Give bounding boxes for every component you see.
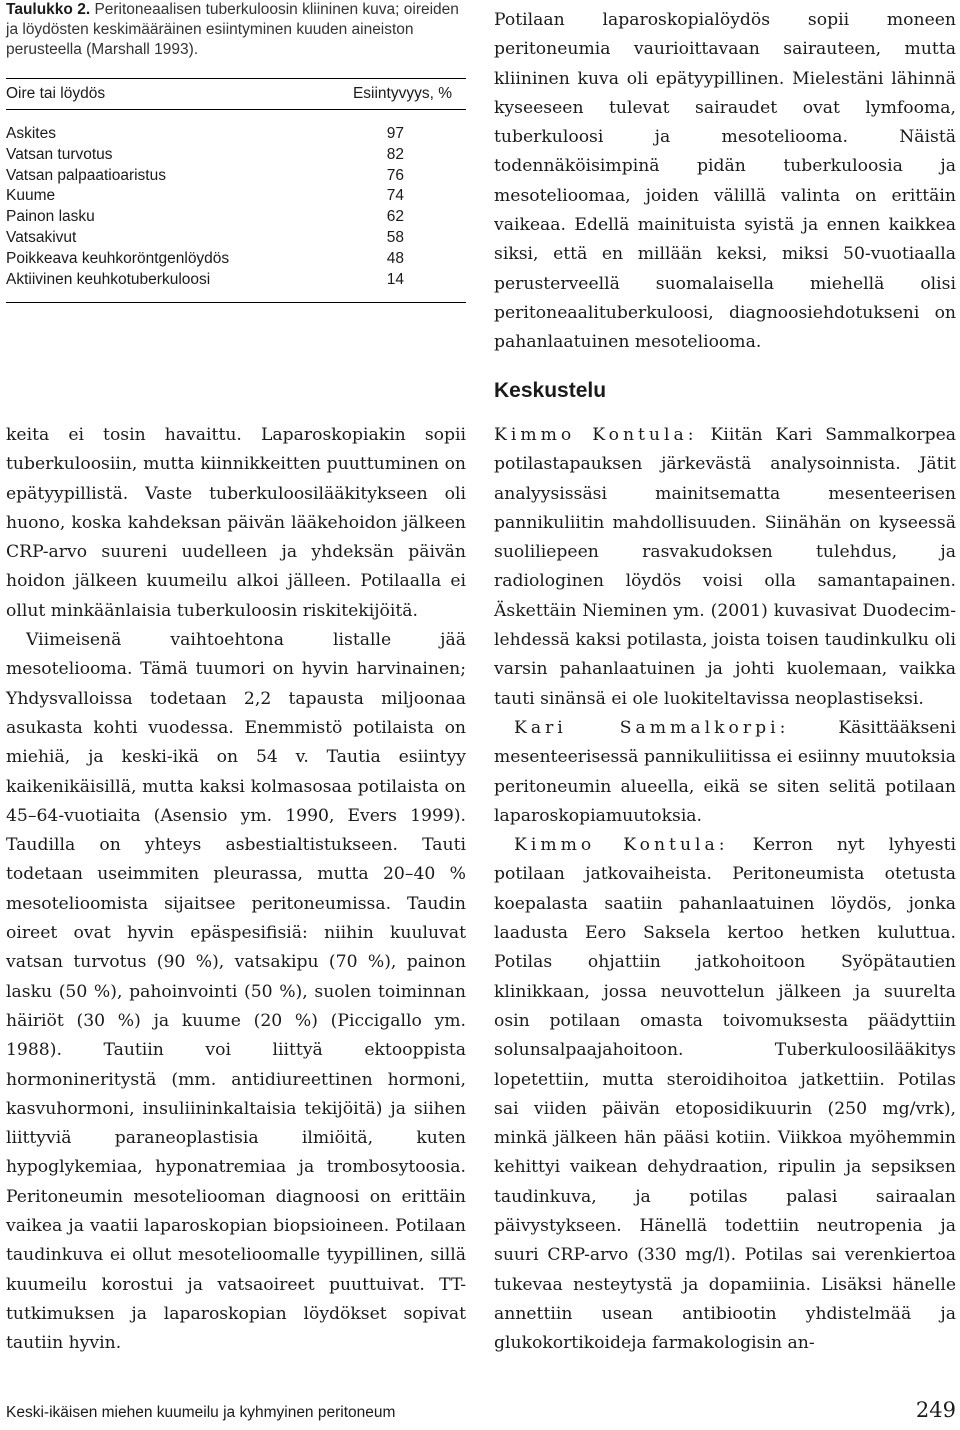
row-symptom: Askites xyxy=(6,125,56,142)
row-symptom: Vatsan palpaatioaristus xyxy=(6,166,166,184)
page-number: 249 xyxy=(915,1398,956,1422)
discussion-entry xyxy=(494,714,956,831)
table-bottom-rule xyxy=(6,302,466,303)
table-row xyxy=(6,124,466,145)
row-value: 74 xyxy=(386,187,404,205)
speaker-name: Kimmo Kontula: xyxy=(514,835,729,856)
section-heading: Keskustelu xyxy=(494,379,607,402)
speaker-name: Kari Sammalkorpi: xyxy=(514,717,790,738)
row-symptom: Painon lasku xyxy=(6,208,95,226)
table-body xyxy=(6,110,466,302)
right-top-column xyxy=(494,6,956,358)
discussion-entry xyxy=(494,421,956,714)
body-paragraph: keita ei tosin havaittu. Laparoskopiakin sopii tuberkuloosiin, mutta kiinnikkeitten puuttuminen on epätyypillistä. Vaste tuberkuloosilääkitykseen oli huono, koska kahdeksan päivän lääkehoidon jälkeen CRP-arvo suureni uudelleen ja yhdeksän päivän hoidon jälkeen kuumeilu alkoi jälleen. Potilaalla ei ollut minkäänlaisia tuberkuloosin riskitekijöitä. xyxy=(6,425,466,621)
row-value: 48 xyxy=(386,249,404,267)
symptom-table xyxy=(6,78,466,303)
table-row xyxy=(6,186,466,207)
table-row xyxy=(6,207,466,228)
table-row xyxy=(6,270,466,291)
table-row xyxy=(6,228,466,249)
row-symptom: Vatsan turvotus xyxy=(6,145,113,163)
speaker-text: Käsittääkseni mesenteerisessä pannikuliitissa ei esiinny muutoksia peritoneumin alueella, eikä se siten selitä potilaan laparoskopiamuutoksia. xyxy=(494,717,956,826)
row-symptom: Vatsakivut xyxy=(6,228,77,246)
table-row xyxy=(6,145,466,166)
row-value: 76 xyxy=(386,166,404,184)
speaker-text: Kerron nyt lyhyesti potilaan jatkovaiheista. Peritoneumista otetusta koepalasta saatiin pahanlaatuinen löydös, jonka laadusta Eero Saksela kertoo hetken kuluttua. Potilas ohjattiin jatkohoitoon Syöpätautien klinikkaan, jossa neuvottelun jälkeen ja suurelta osin potilaan omasta toivomuksesta päädyttiin solunsalpaajahoitoon. Tuberkuloosilääkitys lopetettiin, mutta steroidihoitoa jatkettiin. Potilas sai viiden päivän etoposidikuurin (250 mg/vrk), minkä jälkeen hän pääsi kotiin. Viikkoa myöhemmin kehittyi vaikean dehydraation, ripulin ja sepsiksen taudinkuva, ja potilas palasi sairaalan päivystykseen. Hänellä todettiin neutropenia ja suuri CRP-arvo (330 mg/l). Potilas sai verenkiertoa tukevaa nesteytystä ja dopamiinia. Lisäksi hänelle annettiin usean antibiootin yhdistelmää ja glukokortikoideja farmakologisin an- xyxy=(494,835,956,1354)
row-value: 97 xyxy=(386,125,404,142)
table-row xyxy=(6,249,466,270)
caption-text: Peritoneaalisen tuberkuloosin kliininen kuva; oireiden ja löydösten keskimääräinen esiintyminen kuuden aineiston perusteella (Marshall 1993). xyxy=(6,1,459,58)
body-paragraph: Viimeisenä vaihtoehtona listalle jää mesoteliooma. Tämä tuumori on hyvin harvinainen; Yhdysvalloissa todetaan 2,2 tapausta miljoonaa asukasta kohti vuodessa. Enemmistö potilaista on miehiä, ja keski-ikä on 54 v. Tautia esiintyy kaikenikäisillä, mutta kaksi kolmasosaa potilaista on 45–64-vuotiaita (Asensio ym. 1990, Evers 1999). Taudilla on yhteys asbestialtistukseen. Tauti todetaan useimmiten pleurassa, mutta 20–40 % mesotelioomista sijaitsee peritoneumissa. Taudin oireet ovat hyvin epäspesifisiä: niihin kuuluvat vatsan turvotus (90 %), vatsakipu (70 %), painon lasku (50 %), pahoinvointi (50 %), suolen toiminnan häiriöt (30 %) ja kuume (20 %) (Piccigallo ym. 1988). Tautiin voi liittyä ektooppista hormonineritystä (mm. antidiureettinen hormoni, kasvuhormoni, insuliininkaltaisia tekijöitä) ja siihen liittyviä paraneoplastisia ilmiöitä, kuten hypoglykemiaa, hyponatremiaa ja trombosytoosia. Peritoneumin mesoteliooman diagnoosi on erittäin vaikea ja vaatii laparoskopian biopsioineen. Potilaan taudinkuva ei ollut mesotelioomalle tyypillinen, sillä kuumeilu korostui ja vatsaoireet puuttuivat. TT-tutkimuksen ja laparoskopian löydökset sopivat tautiin hyvin. xyxy=(6,630,466,1354)
table-caption xyxy=(6,0,466,60)
speaker-name: Kimmo Kontula: xyxy=(494,425,698,445)
row-symptom: Poikkeava keuhkoröntgenlöydös xyxy=(6,249,230,267)
left-column xyxy=(6,421,466,1359)
header-symptom: Oire tai löydös xyxy=(6,85,106,102)
row-value: 82 xyxy=(386,145,404,163)
row-symptom: Kuume xyxy=(6,187,56,205)
row-value: 58 xyxy=(386,228,404,246)
table-header xyxy=(6,79,466,109)
table-row xyxy=(6,166,466,187)
discussion-entry xyxy=(494,831,956,1358)
diagnosis-paragraph: Potilaan laparoskopialöydös sopii moneen peritoneumia vaurioittavaan sairauteen, mutta kliininen kuva oli epätyypillinen. Mielestäni lähinnä kyseeseen tulevat sairaudet ovat lymfooma, tuberkuloosi ja mesoteliooma. Näistä todennäköisimpinä pidän tuberkuloosia ja mesotelioomaa, joiden välillä valinta on erittäin vaikeaa. Edellä mainituista syistä ja ennen kaikkea siksi, että en millään keksi, miksi 50-vuotiaalla perusterveellä suomalaisella miehellä olisi peritoneaalituberkuloosi, diagnoosiehdotukseni on pahanlaatuinen mesoteliooma. xyxy=(494,10,956,353)
page-footer xyxy=(0,1398,960,1430)
row-value: 62 xyxy=(386,208,404,226)
row-symptom: Aktiivinen keuhkotuberkuloosi xyxy=(6,270,211,288)
speaker-text: Kiitän Kari Sammalkorpea potilastapauksen järkevästä analysoinnista. Jätit analyysissäsi mainitsematta mesenteerisen pannikuliitin mahdollisuuden. Siinähän on kyseessä suoliliepeen rasvakudoksen tulehdus, ja radiologinen löydös voisi olla samantapainen. Äskettäin Nieminen ym. (2001) kuvasivat Duodecim-lehdessä kaksi potilasta, joista toisen taudinkulku oli varsin pahanlaatuinen ja johti kuolemaan, vaikka tauti sinänsä ei ole luokiteltavissa neoplastiseksi. xyxy=(494,425,957,709)
row-value: 14 xyxy=(386,270,404,288)
running-title: Keski-ikäisen miehen kuumeilu ja kyhmyinen peritoneum xyxy=(6,1404,396,1421)
header-frequency: Esiintyvyys, % xyxy=(352,85,452,102)
discussion-column xyxy=(494,421,956,1359)
caption-label: Taulukko 2. xyxy=(6,1,91,18)
